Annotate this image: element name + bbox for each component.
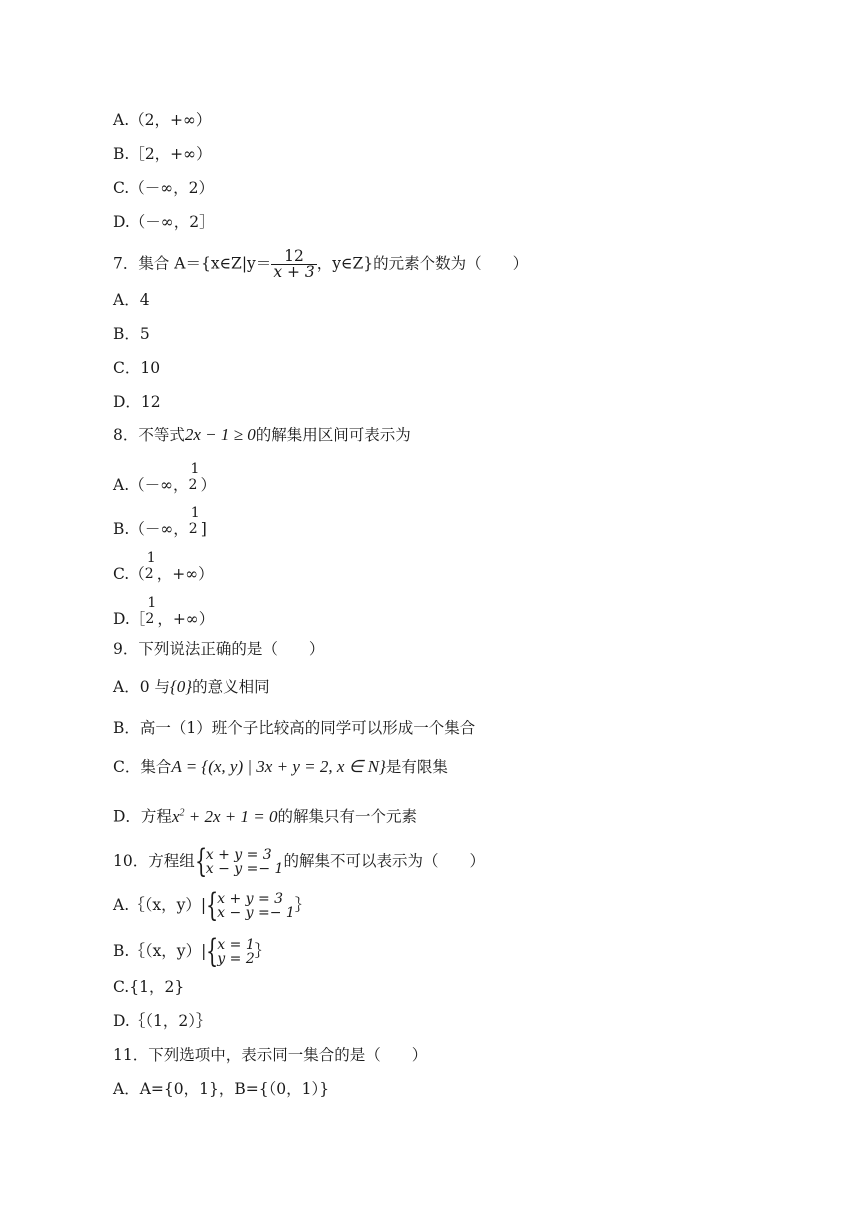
q8-stem-pre: 8．不等式 [113,426,185,444]
q10-option-b [113,932,271,970]
q9-option-d-post: 的解集只有一个元素 [277,807,417,826]
q7-option-d: D．12 [113,393,161,411]
q11-option-a: A．A={0，1}，B={（0，1）} [113,1080,330,1098]
q7-fraction-num: 12 [271,249,316,265]
eq-x: x [171,806,180,826]
q9-stem: 9．下列说法正确的是（ ） [113,640,325,658]
q9-option-a-set: {0} [169,677,193,696]
q8-option-b [113,505,207,539]
q8-option-c-half [144,550,157,584]
q10-option-a-system [206,886,295,924]
q8-option-a-half [188,461,201,495]
q7-stem-pre: 7．集合 A＝{x∈Z|y＝ [113,254,272,273]
q8-option-b-post: ] [200,520,207,538]
q10-option-c: C.{1，2} [113,978,185,996]
half-num: 1 [146,550,156,566]
q6-option-d: D.（－∞，2］ [113,213,215,231]
q7-fraction-den: x + 3 [273,263,315,281]
q11-stem: 11．下列选项中，表示同一集合的是（ ） [113,1046,428,1064]
q9-option-c-set: A = {(x, y) | 3x + y = 2, x ∈ N} [171,757,386,776]
q9-option-d [113,803,417,827]
system-eq2: x − y =− 1 [217,905,295,921]
left-brace: { [206,886,219,924]
q8-option-b-half [188,505,201,539]
q7-option-a: A．4 [113,291,150,309]
system-eq2: x − y =− 1 [205,861,284,877]
q8-option-d-pre: D.［ [113,610,146,628]
eq-exponent: 2 [179,807,185,818]
half-den: 2 [145,611,155,627]
q10-option-d: D.｛（1，2）｝ [113,1012,212,1030]
half-num: 1 [190,461,200,477]
eq-rest: + 2x + 1 = 0 [184,806,278,826]
q6-option-a: A.（2，+∞） [113,111,212,129]
q10-stem-pre: 10．方程组 [113,852,195,870]
system-eq1: x + y = 3 [217,891,284,907]
half-den: 2 [188,521,198,537]
q9-option-a [113,677,270,697]
half-den: 2 [188,477,198,493]
q10-option-b-post: ｝ [254,942,271,960]
q10-option-b-system [206,932,255,970]
left-brace: { [206,932,219,970]
q8-option-d-half [145,595,157,629]
q7-option-c: C．10 [113,359,161,377]
system-eq1: x = 1 [217,937,255,953]
q8-option-a [113,461,217,495]
q10-option-a [113,886,311,924]
q9-option-c [113,757,448,777]
q8-option-c-pre: C.（ [113,565,145,583]
q8-option-a-pre: A.（－∞， [113,476,189,494]
half-den: 2 [144,566,154,582]
q6-option-c: C.（－∞，2） [113,179,215,197]
q8-option-b-pre: B.（－∞， [113,520,189,538]
q8-option-c [113,550,214,584]
q9-option-a-pre: A．0 与 [113,678,170,696]
half-num: 1 [190,505,200,521]
q7-option-b: B．5 [113,325,150,343]
q6-option-b: B.［2，+∞） [113,145,212,163]
q10-stem [113,842,485,880]
q8-stem [113,425,411,445]
q9-option-d-equation [172,807,278,826]
q9-option-c-post: 是有限集 [385,758,448,776]
q10-option-b-pre: B.｛（x，y）| [113,942,207,960]
q8-option-d [113,595,215,629]
q10-option-a-pre: A.｛（x，y）| [113,896,207,914]
q9-option-b: B．高一（1）班个子比较高的同学可以形成一个集合 [113,719,476,737]
q9-option-a-post: 的意义相同 [192,678,270,696]
q8-option-c-post: ，+∞） [156,565,214,583]
q8-option-d-post: ，+∞） [157,610,215,628]
q7-stem [113,249,528,280]
system-eq2: y = 2 [217,951,255,967]
q7-fraction [271,249,316,280]
q8-option-a-post: ） [200,476,217,494]
left-brace: { [194,842,207,880]
q10-system [194,842,284,880]
system-eq1: x + y = 3 [205,847,272,863]
half-num: 1 [147,595,157,611]
q10-option-a-post: ｝ [294,896,311,914]
q8-inequality: 2x − 1 ≥ 0 [184,425,256,444]
q9-option-c-pre: C．集合 [113,758,172,776]
q7-stem-post: ，y∈Z}的元素个数为（ ） [316,254,529,273]
q8-stem-post: 的解集用区间可表示为 [255,426,411,444]
q9-option-d-pre: D．方程 [113,807,172,826]
q10-stem-post: 的解集不可以表示为（ ） [283,852,485,870]
